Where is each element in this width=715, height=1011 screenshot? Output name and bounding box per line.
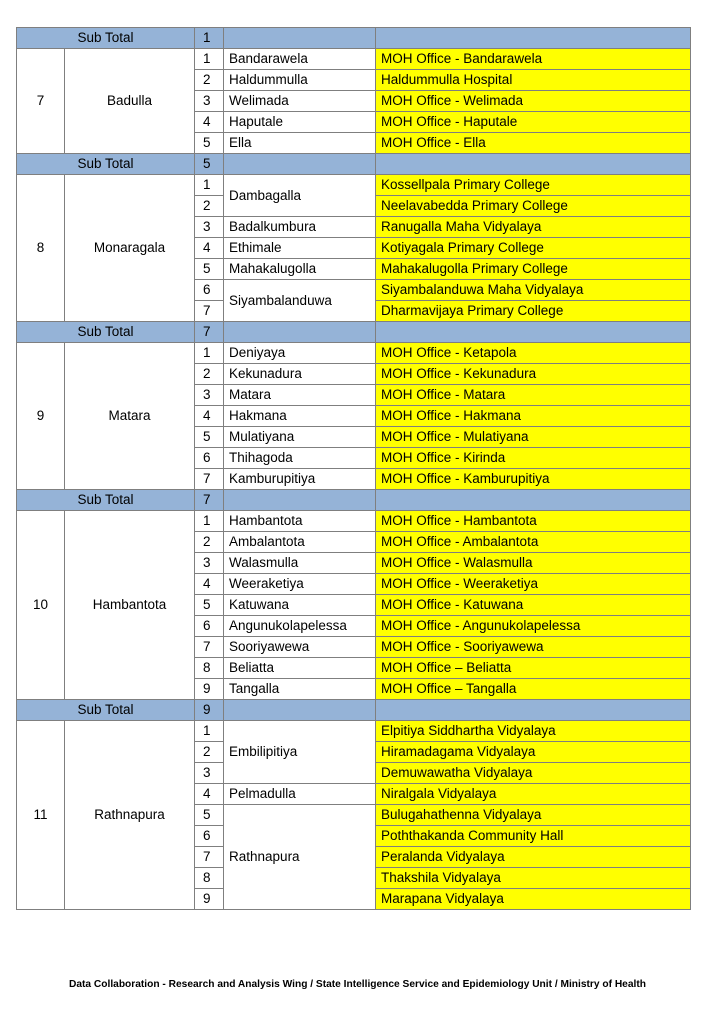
location-cell: Thakshila Vidyalaya (376, 868, 691, 889)
row-number: 4 (195, 574, 224, 595)
moh-area: Ella (224, 133, 376, 154)
moh-area: Tangalla (224, 679, 376, 700)
location-cell: Poththakanda Community Hall (376, 826, 691, 847)
location-cell: Mahakalugolla Primary College (376, 259, 691, 280)
location-cell: Peralanda Vidyalaya (376, 847, 691, 868)
district-name: Rathnapura (65, 721, 195, 910)
row-number: 4 (195, 784, 224, 805)
subtotal-label: Sub Total (17, 28, 195, 49)
location-cell: MOH Office - Ambalantota (376, 532, 691, 553)
row-number: 1 (195, 343, 224, 364)
moh-area: Weeraketiya (224, 574, 376, 595)
location-cell: MOH Office - Katuwana (376, 595, 691, 616)
location-cell: Haldummulla Hospital (376, 70, 691, 91)
table-row (17, 49, 691, 70)
row-number: 2 (195, 70, 224, 91)
location-cell: MOH Office - Angunukolapelessa (376, 616, 691, 637)
location-cell: MOH Office - Welimada (376, 91, 691, 112)
moh-area: Ambalantota (224, 532, 376, 553)
location-cell: MOH Office - Walasmulla (376, 553, 691, 574)
subtotal-label: Sub Total (17, 700, 195, 721)
row-number: 4 (195, 112, 224, 133)
location-cell: Ranugalla Maha Vidyalaya (376, 217, 691, 238)
location-cell: MOH Office - Mulatiyana (376, 427, 691, 448)
moh-area: Dambagalla (224, 175, 376, 217)
moh-area: Siyambalanduwa (224, 280, 376, 322)
subtotal-row (17, 700, 691, 721)
location-cell: MOH Office - Hambantota (376, 511, 691, 532)
row-number: 1 (195, 511, 224, 532)
location-cell: MOH Office - Sooriyawewa (376, 637, 691, 658)
moh-area: Kamburupitiya (224, 469, 376, 490)
moh-area: Haputale (224, 112, 376, 133)
subtotal-count: 1 (195, 28, 224, 49)
row-number: 5 (195, 133, 224, 154)
moh-area: Mahakalugolla (224, 259, 376, 280)
location-cell: MOH Office - Kamburupitiya (376, 469, 691, 490)
row-number: 5 (195, 427, 224, 448)
moh-area: Deniyaya (224, 343, 376, 364)
row-number: 1 (195, 721, 224, 742)
subtotal-empty-cell (376, 154, 691, 175)
row-number: 7 (195, 847, 224, 868)
subtotal-label: Sub Total (17, 154, 195, 175)
location-cell: Kossellpala Primary College (376, 175, 691, 196)
moh-area: Beliatta (224, 658, 376, 679)
location-cell: MOH Office - Kekunadura (376, 364, 691, 385)
location-cell: MOH Office - Bandarawela (376, 49, 691, 70)
row-number: 6 (195, 826, 224, 847)
row-number: 5 (195, 259, 224, 280)
subtotal-empty-cell (224, 322, 376, 343)
location-cell: MOH Office – Tangalla (376, 679, 691, 700)
row-number: 3 (195, 385, 224, 406)
subtotal-count: 9 (195, 700, 224, 721)
moh-area: Haldummulla (224, 70, 376, 91)
row-number: 1 (195, 49, 224, 70)
subtotal-empty-cell (376, 322, 691, 343)
row-number: 6 (195, 448, 224, 469)
moh-area: Katuwana (224, 595, 376, 616)
location-cell: Bulugahathenna Vidyalaya (376, 805, 691, 826)
location-cell: MOH Office - Hakmana (376, 406, 691, 427)
row-number: 7 (195, 301, 224, 322)
moh-area: Angunukolapelessa (224, 616, 376, 637)
row-number: 9 (195, 889, 224, 910)
row-number: 3 (195, 91, 224, 112)
moh-area: Hakmana (224, 406, 376, 427)
table-row (17, 721, 691, 742)
row-number: 7 (195, 469, 224, 490)
district-name: Matara (65, 343, 195, 490)
location-cell: Dharmavijaya Primary College (376, 301, 691, 322)
subtotal-row (17, 490, 691, 511)
table-row (17, 175, 691, 196)
row-number: 2 (195, 742, 224, 763)
subtotal-empty-cell (376, 700, 691, 721)
subtotal-label: Sub Total (17, 490, 195, 511)
district-number: 11 (17, 721, 65, 910)
moh-area: Mulatiyana (224, 427, 376, 448)
table-row (17, 511, 691, 532)
row-number: 8 (195, 868, 224, 889)
location-cell: MOH Office - Weeraketiya (376, 574, 691, 595)
moh-area: Matara (224, 385, 376, 406)
row-number: 7 (195, 637, 224, 658)
district-number: 10 (17, 511, 65, 700)
location-cell: Hiramadagama Vidyalaya (376, 742, 691, 763)
moh-area: Hambantota (224, 511, 376, 532)
location-cell: Elpitiya Siddhartha Vidyalaya (376, 721, 691, 742)
subtotal-empty-cell (376, 490, 691, 511)
row-number: 3 (195, 217, 224, 238)
row-number: 9 (195, 679, 224, 700)
moh-area: Ethimale (224, 238, 376, 259)
table-body (17, 28, 691, 910)
row-number: 6 (195, 280, 224, 301)
subtotal-count: 5 (195, 154, 224, 175)
footer-credit: Data Collaboration - Research and Analysis Wing / State Intelligence Service and Epidemiology Unit / Ministry of Health (69, 979, 646, 990)
table-row (17, 343, 691, 364)
row-number: 4 (195, 238, 224, 259)
subtotal-empty-cell (224, 700, 376, 721)
row-number: 3 (195, 553, 224, 574)
district-name: Hambantota (65, 511, 195, 700)
moh-area: Badalkumbura (224, 217, 376, 238)
location-cell: Kotiyagala Primary College (376, 238, 691, 259)
location-cell: Niralgala Vidyalaya (376, 784, 691, 805)
row-number: 2 (195, 532, 224, 553)
moh-area: Embilipitiya (224, 721, 376, 784)
moh-area: Pelmadulla (224, 784, 376, 805)
subtotal-label: Sub Total (17, 322, 195, 343)
subtotal-row (17, 322, 691, 343)
row-number: 8 (195, 658, 224, 679)
location-cell: MOH Office - Kirinda (376, 448, 691, 469)
subtotal-empty-cell (224, 490, 376, 511)
row-number: 5 (195, 595, 224, 616)
location-cell: MOH Office – Beliatta (376, 658, 691, 679)
subtotal-row (17, 154, 691, 175)
location-cell: MOH Office - Ketapola (376, 343, 691, 364)
location-cell: Marapana Vidyalaya (376, 889, 691, 910)
subtotal-empty-cell (376, 28, 691, 49)
moh-area: Welimada (224, 91, 376, 112)
row-number: 3 (195, 763, 224, 784)
row-number: 2 (195, 196, 224, 217)
location-cell: Demuwawatha Vidyalaya (376, 763, 691, 784)
district-name: Badulla (65, 49, 195, 154)
subtotal-count: 7 (195, 490, 224, 511)
subtotal-row (17, 28, 691, 49)
row-number: 1 (195, 175, 224, 196)
location-cell: MOH Office - Matara (376, 385, 691, 406)
moh-area: Kekunadura (224, 364, 376, 385)
moh-area: Thihagoda (224, 448, 376, 469)
district-number: 9 (17, 343, 65, 490)
moh-area: Walasmulla (224, 553, 376, 574)
district-name: Monaragala (65, 175, 195, 322)
row-number: 2 (195, 364, 224, 385)
row-number: 5 (195, 805, 224, 826)
district-number: 8 (17, 175, 65, 322)
moh-area: Bandarawela (224, 49, 376, 70)
row-number: 6 (195, 616, 224, 637)
moh-area: Rathnapura (224, 805, 376, 910)
location-cell: MOH Office - Ella (376, 133, 691, 154)
district-number: 7 (17, 49, 65, 154)
location-cell: Siyambalanduwa Maha Vidyalaya (376, 280, 691, 301)
location-cell: Neelavabedda Primary College (376, 196, 691, 217)
subtotal-empty-cell (224, 28, 376, 49)
district-locations-table (16, 27, 691, 910)
subtotal-count: 7 (195, 322, 224, 343)
subtotal-empty-cell (224, 154, 376, 175)
row-number: 4 (195, 406, 224, 427)
location-cell: MOH Office - Haputale (376, 112, 691, 133)
moh-area: Sooriyawewa (224, 637, 376, 658)
